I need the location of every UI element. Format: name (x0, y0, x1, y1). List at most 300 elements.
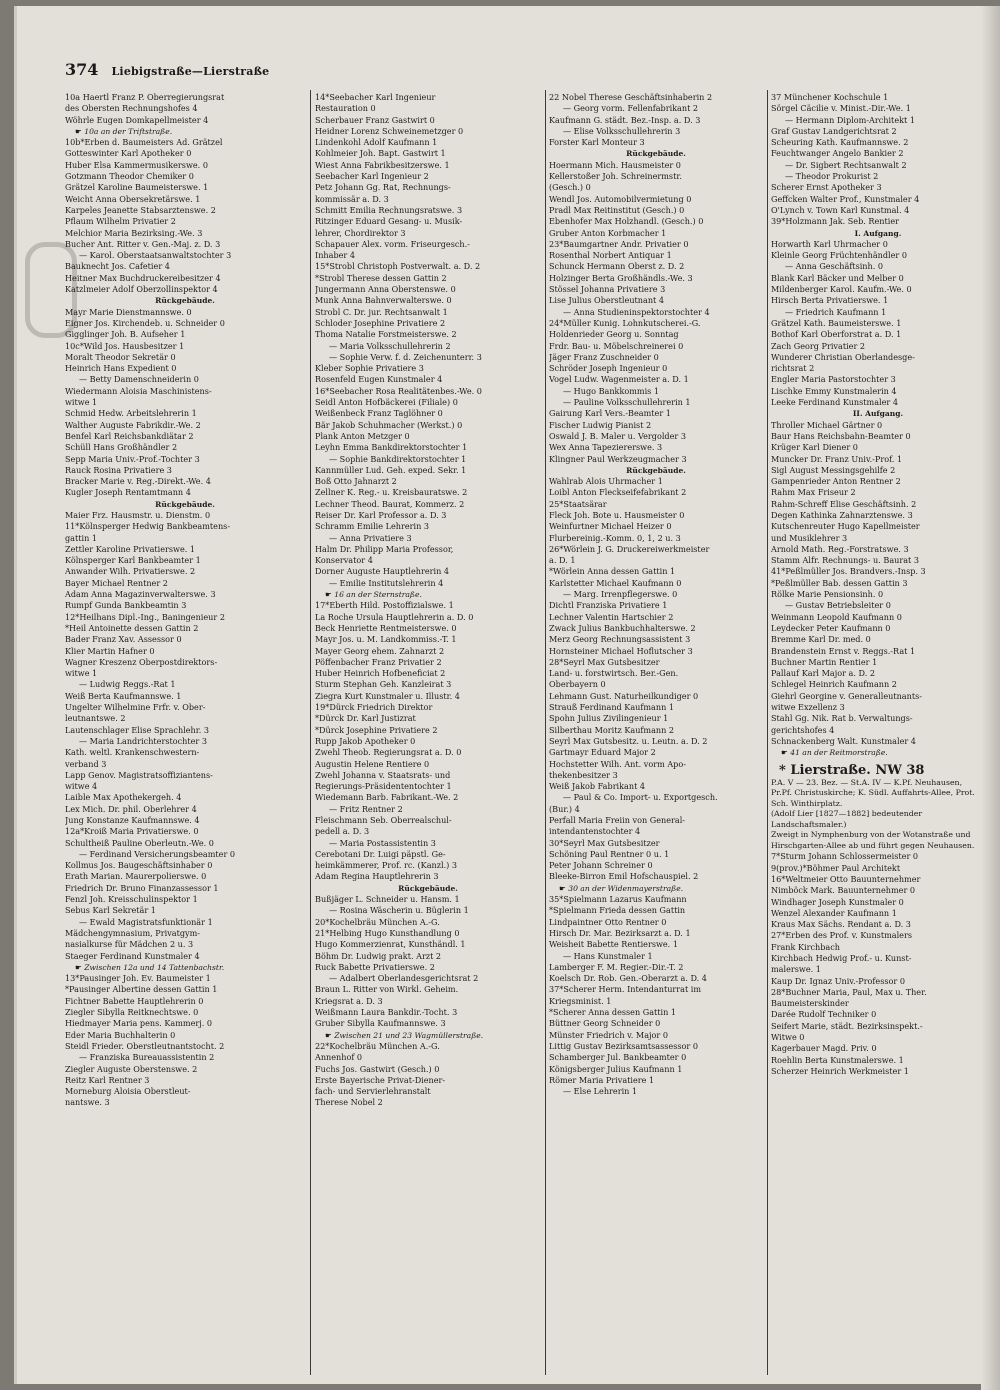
directory-entry: Rauck Rosina Privatiere 3 (65, 464, 172, 475)
directory-entry: Sigl August Messingsgehilfe 2 (771, 464, 896, 475)
directory-entry: Heidner Lorenz Schweinemetzger 0 (315, 125, 464, 136)
directory-entry: Sepp Maria Univ.-Prof.-Tochter 3 (65, 453, 200, 464)
directory-entry: Moralt Theodor Sekretär 0 (65, 351, 176, 362)
directory-entry: — Maria Volksschullehrerin 2 (329, 340, 451, 351)
directory-entry: — Adalbert Oberlandesgerichtsrat 2 (329, 973, 479, 984)
directory-entry: Mayer Georg ehem. Zahnarzt 2 (315, 645, 445, 656)
directory-entry: Graf Gustav Landgerichtsrat 2 (771, 125, 897, 136)
directory-entry: Frdr. Bau- u. Möbelschreinerei 0 (549, 340, 684, 351)
directory-entry: Grätzel Kath. Baumeisterswe. 1 (771, 317, 902, 328)
directory-entry: Scherer Ernst Apotheker 3 (771, 182, 882, 193)
directory-entry: Land- u. forstwirtsch. Ber.-Gen. (549, 668, 679, 679)
cross-street-note: ☛ 16 an der Sternstraße. (315, 589, 541, 600)
directory-entry: Wöhrle Eugen Domkapellmeister 4 (65, 114, 209, 125)
directory-entry: Cerebotani Dr. Luigi päpstl. Ge- (315, 848, 446, 859)
directory-entry: Lex Mich. Dr. phil. Oberlehrer 4 (65, 803, 197, 814)
directory-entry: — Theodor Prokurist 2 (785, 171, 879, 182)
directory-entry: Lindenkohl Adolf Kaufmann 1 (315, 137, 438, 148)
street-range: Liebigstraße—Lierstraße (111, 65, 270, 78)
directory-entry: Wagner Kreszenz Oberpostdirektors- (65, 656, 218, 667)
directory-entry: — Georg vorm. Fellenfabrikant 2 (563, 103, 699, 114)
directory-entry: Fuchs Jos. Gastwirt (Gesch.) 0 (315, 1063, 440, 1074)
directory-entry: Hiedmayer Maria pens. Kammerj. 0 (65, 1018, 213, 1029)
directory-entry: Maier Frz. Hausmstr. u. Dienstm. 0 (65, 509, 211, 520)
directory-entry: 20*Kochelbräu München A.-G. (315, 916, 440, 927)
directory-entry: — Karol. Oberstaatsanwaltstochter 3 (79, 250, 232, 261)
directory-entry: Dichtl Franziska Privatiere 1 (549, 600, 668, 611)
column-2 (315, 92, 541, 1109)
directory-entry: Annenhof 0 (315, 1052, 363, 1063)
directory-entry: Boß Otto Jahnarzt 2 (315, 476, 397, 487)
directory-entry: Reiser Dr. Karl Professor a. D. 3 (315, 509, 447, 520)
directory-entry: Konservator 4 (315, 555, 373, 566)
directory-entry: — Marg. Irrenpflegerswe. 0 (563, 589, 678, 600)
directory-entry: Gairung Karl Vers.-Beamter 1 (549, 408, 671, 419)
directory-entry: Anwander Wilh. Privatierswe. 2 (65, 566, 196, 577)
directory-entry: Wiedemann Barb. Fabrikant.-We. 2 (315, 792, 459, 803)
directory-entry: 16*Seebacher Rosa Realitätenbes.-We. 0 (315, 385, 482, 396)
directory-entry: Halm Dr. Philipp Maria Professor, (315, 543, 454, 554)
directory-entry: Gotteswinter Karl Apotheker 0 (65, 148, 192, 159)
directory-entry: Erste Bayerische Privat-Diener- (315, 1074, 446, 1085)
directory-entry: Flurbereinig.-Komm. 0, 1, 2 u. 3 (549, 532, 681, 543)
directory-entry: kommissär a. D. 3 (315, 193, 389, 204)
directory-entry: Gigglinger Joh. B. Aufseher 1 (65, 329, 186, 340)
directory-entry: Inhaber 4 (315, 250, 356, 261)
section-label: Rückgebäude. (398, 883, 458, 893)
lierstrasse-entries (771, 851, 985, 1077)
page-header (65, 60, 985, 84)
directory-entry: — Maria Postassistentin 3 (329, 837, 436, 848)
directory-entry: *Dürck Dr. Karl Justizrat (315, 713, 416, 724)
directory-entry: — Anna Studieninspektorstochter 4 (563, 306, 710, 317)
directory-entry: Bader Franz Xav. Assessor 0 (65, 634, 182, 645)
directory-entry: Hochstetter Wilh. Ant. vorm Apo- (549, 758, 686, 769)
directory-entry: Rölke Marie Pensionsinh. 0 (771, 589, 884, 600)
directory-entry: Ebenhofer Max Holzhandl. (Gesch.) 0 (549, 216, 704, 227)
directory-entry: 12*Heilhans Dipl.-Ing., Baningenieur 2 (65, 611, 225, 622)
directory-entry: 28*Seyrl Max Gutsbesitzer (549, 656, 660, 667)
directory-entry: — Anna Geschäftsinh. 0 (785, 261, 884, 272)
directory-entry: Ziegra Kurt Kunstmaler u. Illustr. 4 (315, 690, 460, 701)
directory-entry: witwe Exzellenz 3 (771, 702, 845, 713)
directory-entry: — Fritz Rentner 2 (329, 803, 403, 814)
directory-entry: Vogel Ludw. Wagenmeister a. D. 1 (549, 374, 689, 385)
directory-entry: und Musiklehrer 3 (771, 532, 848, 543)
directory-entry: Bär Jakob Schuhmacher (Werkst.) 0 (315, 419, 463, 430)
directory-entry: — Betty Damenschneiderin 0 (79, 374, 199, 385)
cross-street-note: ☛ 41 an der Reitmorstraße. (771, 747, 985, 758)
directory-entry: Fenzl Joh. Kreisschulinspektor 1 (65, 894, 198, 905)
directory-entry: — Sophie Bankdirektorstochter 1 (329, 453, 467, 464)
directory-entry: nasialkurse für Mädchen 2 u. 3 (65, 939, 194, 950)
directory-entry: Leyhn Emma Bankdirektorstochter 1 (315, 442, 468, 453)
directory-entry: Pradl Max Reitinstitut (Gesch.) 0 (549, 204, 685, 215)
directory-entry: — Sophie Verw. f. d. Zeichenunterr. 3 (329, 351, 482, 362)
directory-entry: Schamberger Jul. Bankbeamter 0 (549, 1052, 687, 1063)
directory-entry: Laible Max Apothekergeh. 4 (65, 792, 182, 803)
directory-entry: pedell a. D. 3 (315, 826, 370, 837)
directory-entry: — Ewald Magistratsfunktionär 1 (79, 916, 213, 927)
directory-entry: 28*Buchner Maria, Paul, Max u. Ther. (771, 986, 927, 997)
directory-entry: Mädchengymnasium, Privatgym- (65, 927, 201, 938)
directory-entry: Eder Maria Buchhalterin 0 (65, 1029, 176, 1040)
directory-entry: — Rosina Wäscherin u. Büglerin 1 (329, 905, 469, 916)
directory-entry: Perfall Maria Freiin von General- (549, 815, 686, 825)
directory-entry: 27*Erben des Prof. v. Kunstmalers (771, 930, 912, 941)
directory-entry: Dorner Auguste Hauptlehrerin 4 (315, 566, 450, 577)
directory-entry: Wex Anna Tapeziererswe. 3 (549, 442, 663, 453)
directory-entry: — Hermann Diplom-Architekt 1 (785, 114, 915, 125)
directory-entry: Wunderer Christian Oberlandesge- (771, 351, 915, 362)
directory-entry: Pallauf Karl Major a. D. 2 (771, 668, 875, 679)
directory-entry: Römer Maria Privatiere 1 (549, 1074, 655, 1085)
directory-entry: Fischer Ludwig Pianist 2 (549, 419, 652, 430)
directory-entry: Weißenbeck Franz Taglöhner 0 (315, 408, 443, 419)
directory-entry: Scheuring Kath. Kaufmannswe. 2 (771, 137, 909, 148)
directory-entry: 21*Helbing Hugo Kunsthandlung 0 (315, 927, 460, 938)
directory-entry: Lapp Genov. Magistratsoffiziantens- (65, 769, 213, 780)
directory-entry: Mildenberger Karol. Kaufm.-We. 0 (771, 284, 912, 295)
directory-entry: 19*Dürck Friedrich Direktor (315, 702, 433, 713)
directory-entry: Zettler Karoline Privatierswe. 1 (65, 543, 196, 554)
street-info: P.A. V — 23. Bez. — St.A. IV — K.Pf. Neuhausen, Pr.Pf. Christuskirche; K. Südl. Auffahrts-Allee, Prot. Sch. Winthirplatz. (771, 777, 975, 808)
directory-entry: 37*Scherer Herm. Intendanturrat im (549, 984, 702, 995)
directory-entry: Stamm Alfr. Rechnungs- u. Baurat 3 (771, 555, 920, 566)
directory-entry: Littig Gustav Bezirksamtsassessor 0 (549, 1040, 698, 1051)
directory-entry: 10b*Erben d. Baumeisters Ad. Grätzel (65, 137, 223, 148)
directory-entry: Spohn Julius Zivilingenieur 1 (549, 713, 669, 724)
directory-entry: Lischke Emmy Kunstmalerin 4 (771, 385, 897, 396)
directory-entry: Bracker Marie v. Reg.-Direkt.-We. 4 (65, 476, 211, 487)
directory-entry: — Friedrich Kaufmann 1 (785, 306, 887, 317)
directory-entry: Hirsch Dr. Mar. Bezirksarzt a. D. 1 (549, 927, 691, 938)
directory-entry: Witwe 0 (771, 1032, 805, 1043)
directory-entry: Bußjäger L. Schneider u. Hansm. 1 (315, 894, 460, 905)
directory-entry: Wiest Anna Fabrikbesitzerswe. 1 (315, 159, 450, 170)
directory-entry: — Emilie Institutslehrerin 4 (329, 577, 444, 588)
directory-entry: 17*Eberth Hild. Postoffizialswe. 1 (315, 600, 454, 611)
directory-entry: — Hans Kunstmaler 1 (563, 950, 653, 961)
directory-entry: Restauration 0 (315, 103, 376, 114)
directory-entry: Oswald J. B. Maler u. Vergolder 3 (549, 430, 686, 441)
directory-entry: 15*Strobl Christoph Postverwalt. a. D. 2 (315, 261, 481, 272)
directory-entry: Klingner Paul Werkzeugmacher 3 (549, 453, 687, 464)
directory-entry: Gruber Sibylla Kaufmannswe. 3 (315, 1018, 446, 1029)
directory-entry: 16*Weltmeier Otto Bauunternehmer (771, 873, 921, 884)
directory-entry: Zwehl Johanna v. Staatsrats- und (315, 769, 451, 780)
directory-entry: Lise Julius Oberstleutnant 4 (549, 295, 665, 306)
directory-entry: Lechner Valentin Hartschier 2 (549, 611, 674, 622)
directory-entry: Buchner Martin Rentier 1 (771, 656, 878, 667)
directory-entry: Friedrich Dr. Bruno Finanzassessor 1 (65, 882, 219, 893)
directory-entry: Pöffenbacher Franz Privatier 2 (315, 656, 442, 667)
directory-entry: — Elise Volksschullehrerin 3 (563, 125, 681, 136)
directory-entry: 14*Seebacher Karl Ingenieur (315, 92, 436, 102)
directory-entry: Schramm Emilie Lehrerin 3 (315, 521, 430, 532)
directory-entry: Kaufmann G. städt. Bez.-Insp. a. D. 3 (549, 114, 701, 125)
directory-entry: Blank Karl Bäcker und Melber 0 (771, 272, 904, 283)
directory-entry: des Obersten Rechnungshofes 4 (65, 103, 198, 114)
directory-entry: Fleischmann Seb. Oberrealschul- (315, 815, 452, 825)
directory-entry: witwe 4 (65, 781, 98, 792)
directory-entry: Klier Martin Hafner 0 (65, 645, 155, 656)
directory-entry: Giehrl Georgine v. Generalleutnants- (771, 690, 922, 701)
directory-entry: Adam Regina Hauptlehrerin 3 (315, 871, 439, 882)
directory-entry: Holzinger Berta Großhändls.-We. 3 (549, 272, 693, 283)
directory-entry: Lautenschlager Elise Sprachlehr. 3 (65, 724, 210, 735)
directory-entry: Ziegler Auguste Oberstenswe. 2 (65, 1063, 198, 1074)
directory-entry: Königsberger Julius Kaufmann 1 (549, 1063, 683, 1074)
directory-entry: Engler Maria Pastorstochter 3 (771, 374, 896, 385)
directory-entry: 30*Seyrl Max Gutsbesitzer (549, 837, 660, 848)
directory-entry: Therese Nobel 2 (315, 1097, 383, 1108)
directory-entry: Loibl Anton Fleckseifefabrikant 2 (549, 487, 687, 498)
directory-entry: Kollmus Jos. Baugeschäftsinhaber 0 (65, 860, 213, 871)
directory-entry: 22*Kochelbräu München A.-G. (315, 1040, 440, 1051)
directory-entry: gerichtshofes 4 (771, 724, 835, 735)
directory-entry: Staeger Ferdinand Kunstmaler 4 (65, 950, 200, 961)
directory-entry: Münster Friedrich v. Major 0 (549, 1029, 669, 1040)
directory-entry: Mayr Jos. u. M. Landkommiss.-T. 1 (315, 634, 457, 645)
directory-entry: Arnold Math. Reg.-Forstratswe. 3 (771, 543, 909, 554)
directory-entry: Schüll Hans Großhändler 2 (65, 442, 178, 453)
directory-entry: — Ludwig Reggs.-Rat 1 (79, 679, 176, 690)
directory-entry: Ruck Babette Privatierswe. 2 (315, 961, 435, 972)
directory-entry: thekenbesitzer 3 (549, 769, 618, 780)
directory-entry: 11*Kölnsperger Hedwig Bankbeamtens- (65, 521, 231, 532)
directory-entry: intendantenstochter 4 (549, 826, 641, 837)
directory-entry: Jung Konstanze Kaufmannswe. 4 (65, 815, 200, 825)
directory-entry: verband 3 (65, 758, 107, 769)
directory-entry: 12a*Kroiß Maria Privatierswe. 0 (65, 826, 199, 837)
directory-entry: Peter Johann Schreiner 0 (549, 860, 653, 871)
directory-entry: Sörgel Cäcilie v. Minist.-Dir.-We. 1 (771, 103, 911, 114)
directory-entry: *Strobl Therese dessen Gattin 2 (315, 272, 447, 283)
section-label: Rückgebäude. (626, 465, 686, 475)
directory-entry: Rahm-Schreff Elise Geschäftsinh. 2 (771, 498, 917, 509)
directory-entry: Kath. weltl. Krankenschwestern- (65, 747, 200, 758)
directory-entry: witwe 1 (65, 397, 98, 408)
directory-entry: Braun L. Ritter von Wirkl. Geheim. (315, 984, 459, 995)
directory-entry: Thoma Natalie Forstmeisterswe. 2 (315, 329, 457, 340)
cross-street-note: ☛ Zwischen 12a und 14 Tattenbachstr. (65, 962, 305, 973)
directory-entry: 10a Haertl Franz P. Oberregierungsrat (65, 92, 225, 102)
directory-entry: Schmid Hedw. Arbeitslehrerin 1 (65, 408, 197, 419)
directory-entry: Roehlin Berta Kunstmalerswe. 1 (771, 1054, 904, 1065)
directory-entry: Kagerbauer Magd. Priv. 0 (771, 1043, 877, 1054)
directory-entry: Schunck Hermann Oberst z. D. 2 (549, 261, 685, 272)
directory-entry: 25*Staatsärar (549, 498, 607, 509)
directory-entry: Hugo Kommerzienrat, Kunsthändl. 1 (315, 939, 466, 950)
directory-entry: Melchior Maria Bezirksing.-We. 3 (65, 227, 203, 238)
directory-entry: Benfel Karl Reichsbankdiätar 2 (65, 430, 194, 441)
directory-entry: Silberthau Moritz Kaufmann 2 (549, 724, 675, 735)
directory-entry: Regierungs-Präsidententochter 1 (315, 781, 452, 792)
directory-entry: Heitner Max Buchdruckereibesitzer 4 (65, 272, 221, 283)
directory-entry: Schultheiß Pauline Oberleutn.-We. 0 (65, 837, 214, 848)
directory-entry: Weinmann Leopold Kaufmann 0 (771, 611, 902, 622)
directory-entry: 39*Holzmann Jak. Seb. Rentier (771, 216, 900, 227)
directory-entry: Augustin Helene Rentiere 0 (315, 758, 430, 769)
directory-entry: — Paul & Co. Import- u. Exportgesch. (563, 792, 718, 803)
directory-entry: — Maria Landrichterstochter 3 (79, 735, 208, 746)
directory-entry: Karlstetter Michael Kaufmann 0 (549, 577, 682, 588)
directory-entry: Feuchtwanger Angelo Bankier 2 (771, 148, 904, 159)
directory-entry: *Pausinger Albertine dessen Gattin 1 (65, 984, 218, 995)
directory-entry: Beck Henriette Rentmeisterswe. 0 (315, 622, 457, 633)
column-4 (771, 92, 985, 1382)
directory-entry: Seyrl Max Gutsbesitz. u. Leutn. a. D. 2 (549, 735, 708, 746)
directory-entry: Seidl Anton Hofbäckerei (Filiale) 0 (315, 397, 458, 408)
directory-entry: Mayr Marie Dienstmannswe. 0 (65, 306, 192, 317)
directory-entry: Schröder Joseph Ingenieur 0 (549, 363, 668, 374)
directory-entry: Plank Anton Metzger 0 (315, 430, 410, 441)
directory-entry: leutnantswe. 2 (65, 713, 126, 724)
directory-entry: Kriegsrat a. D. 3 (315, 995, 383, 1006)
directory-entry: Oberbayern 0 (549, 679, 606, 690)
directory-entry: Kleinle Georg Früchtenhändler 0 (771, 250, 908, 261)
directory-entry: Kölnsperger Karl Bankbeamter 1 (65, 555, 201, 566)
directory-entry: Lindpaintner Otto Rentner 0 (549, 916, 667, 927)
directory-entry: Geffcken Walter Prof., Kunstmaler 4 (771, 193, 920, 204)
directory-entry: Rosenthal Norbert Antiquar 1 (549, 250, 672, 261)
directory-entry: Krüger Karl Diener 0 (771, 442, 858, 453)
directory-entry: Wahlrab Alois Uhrmacher 1 (549, 476, 663, 487)
section-label: Rückgebäude. (155, 296, 215, 306)
directory-entry: — Anna Privatiere 3 (329, 532, 412, 543)
directory-entry: Leydecker Peter Kaufmann 0 (771, 622, 891, 633)
directory-entry: malerswe. 1 (771, 964, 821, 975)
directory-entry: 9(prov.)*Böhmer Paul Architekt (771, 862, 901, 873)
directory-entry: La Roche Ursula Hauptlehrerin a. D. 0 (315, 611, 474, 622)
directory-entry: Bleeke-Birron Emil Hofschauspiel. 2 (549, 871, 699, 882)
cross-street-note: ☛ 30 an der Widenmayerstraße. (549, 883, 763, 894)
column-1 (65, 92, 305, 1109)
holzmann-block (771, 92, 985, 759)
directory-entry: 7*Sturm Johann Schlossermeister 0 (771, 851, 919, 862)
directory-entry: Zwack Julius Bankbuchhalterswe. 2 (549, 622, 696, 633)
directory-entry: Katzlmeier Adolf Oberzollinspektor 4 (65, 284, 218, 295)
directory-entry: Schloder Josephine Privatiere 2 (315, 317, 446, 328)
street-branch: Zweigt in Nymphenburg von der Wotanstraße und Hirschgarten-Allee ab und führt gegen Neuhausen. (771, 830, 975, 850)
directory-entry: witwe 1 (65, 668, 98, 679)
directory-entry: Hoermann Mich. Hausmeister 0 (549, 159, 681, 170)
directory-entry: *Scherer Anna dessen Gattin 1 (549, 1007, 677, 1018)
directory-entry: 22 Nobel Therese Geschäftsinhaberin 2 (549, 92, 713, 102)
directory-entry: a. D. 1 (549, 555, 576, 566)
directory-entry: Wenzel Alexander Kaufmann 1 (771, 907, 897, 918)
directory-entry: 13*Pausinger Joh. Ev. Baumeister 1 (65, 973, 211, 984)
directory-entry: — Pauline Volksschullehrerin 1 (563, 397, 691, 408)
directory-entry: Heinrich Hans Expedient 0 (65, 363, 177, 374)
directory-entry: Merz Georg Rechnungsassistent 3 (549, 634, 691, 645)
cross-street-note: ☛ Zwischen 21 und 23 Wagmüllerstraße. (315, 1030, 541, 1041)
directory-entry: — Ferdinand Versicherungsbeamter 0 (79, 848, 236, 859)
directory-entry: Fichtner Babette Hauptlehrerin 0 (65, 995, 204, 1006)
directory-entry: (Bur.) 4 (549, 803, 580, 814)
directory-entry: Seifert Marie, städt. Bezirksinspekt.- (771, 1020, 923, 1031)
directory-entry: Pflaum Wilhelm Privatier 2 (65, 216, 176, 227)
directory-entry: Sturm Stephan Geh. Kanzleirat 3 (315, 679, 452, 690)
directory-entry: Kirchbach Hedwig Prof.- u. Kunst- (771, 952, 912, 963)
directory-entry: Bremme Karl Dr. med. 0 (771, 634, 871, 645)
directory-entry: Morneburg Aloisia Oberstleut- (65, 1086, 191, 1097)
directory-entry: Scherbauer Franz Gastwirt 0 (315, 114, 435, 125)
directory-entry: Schlegel Heinrich Kaufmann 2 (771, 679, 897, 690)
directory-entry: Hirsch Berta Privatierswe. 1 (771, 295, 889, 306)
directory-entry: Kohlmeier Joh. Bapt. Gastwirt 1 (315, 148, 446, 159)
directory-entry: Jungermann Anna Oberstenswe. 0 (315, 284, 456, 295)
directory-entry: Büttner Georg Schneider 0 (549, 1018, 661, 1029)
directory-entry: Horwarth Karl Uhrmacher 0 (771, 238, 888, 249)
directory-entry: heimkämmerer, Prof. rc. (Kanzl.) 3 (315, 860, 458, 871)
directory-entry: Rosenfeld Eugen Kunstmaler 4 (315, 374, 443, 385)
directory-entry: Wiedermann Aloisia Maschinistens- (65, 385, 212, 396)
directory-entry: Schnackenberg Walt. Kunstmaler 4 (771, 735, 916, 746)
directory-entry: Ziegler Sibylla Reitknechtswe. 0 (65, 1007, 199, 1018)
directory-entry: Reitz Karl Rentner 3 (65, 1074, 150, 1085)
directory-entry: Rumpf Gunda Bankbeamtin 3 (65, 600, 187, 611)
directory-entry: Weinfurtner Michael Heizer 0 (549, 521, 672, 532)
directory-entry: Schmitt Emilia Rechnungsratswe. 3 (315, 204, 463, 215)
directory-entry: Böhm Dr. Ludwig prakt. Arzt 2 (315, 950, 442, 961)
section-label: Rückgebäude. (626, 149, 686, 159)
directory-entry: Weiß Jakob Fabrikant 4 (549, 781, 646, 792)
directory-entry: Eigner Jos. Kirchendeb. u. Schneider 0 (65, 317, 225, 328)
directory-entry: — Gustav Betriebsleiter 0 (785, 600, 891, 611)
directory-entry: Muncker Dr. Franz Univ.-Prof. 1 (771, 453, 903, 464)
directory-entry: 10c*Wild Jos. Hausbesitzer 1 (65, 340, 185, 351)
directory-entry: Gampenrieder Anton Rentner 2 (771, 476, 901, 487)
directory-entry: Leeke Ferdinand Kunstmaler 4 (771, 397, 898, 408)
section-label: Rückgebäude. (155, 499, 215, 509)
directory-entry: 23*Baumgartner Andr. Privatier 0 (549, 238, 689, 249)
directory-entry: Rahm Max Friseur 2 (771, 487, 856, 498)
directory-entry: Kriegsminist. 1 (549, 995, 612, 1006)
directory-entry: *Peßlmüller Bab. dessen Gattin 3 (771, 577, 908, 588)
directory-entry: Schapauer Alex. vorm. Friseurgesch.- (315, 238, 470, 249)
directory-entry: Bothof Karl Oberforstrat a. D. 1 (771, 329, 902, 340)
directory-entry: Rupp Jakob Apotheker 0 (315, 735, 416, 746)
street-history: (Adolf Lier [1827—1882] bedeutender Landschaftsmaler.) (771, 809, 923, 829)
directory-entry: 37 Münchener Kochschule 1 (771, 92, 889, 102)
directory-entry: Weißmann Laura Bankdir.-Tocht. 3 (315, 1007, 458, 1018)
directory-entry: Kraus Max Sächs. Rendant a. D. 3 (771, 919, 911, 930)
directory-entry: Brandenstein Ernst v. Reggs.-Rat 1 (771, 645, 916, 656)
directory-entry: — Else Lehrerin 1 (563, 1086, 638, 1097)
directory-entry: Baur Hans Reichsbahn-Beamter 0 (771, 430, 911, 441)
directory-entry: *Wörlein Anna dessen Gattin 1 (549, 566, 676, 577)
directory-entry: Karpeles Jeanette Stabsarztenswe. 2 (65, 204, 216, 215)
directory-entry: Strauß Ferdinand Kaufmann 1 (549, 702, 675, 713)
directory-entry: Kaup Dr. Ignaz Univ.-Professor 0 (771, 975, 905, 986)
directory-entry: nantswe. 3 (65, 1097, 110, 1108)
directory-entry: Munk Anna Bahnverwalterswe. 0 (315, 295, 452, 306)
directory-entry: Kannmüller Lud. Geh. exped. Sekr. 1 (315, 464, 467, 475)
directory-entry: Ungelter Wilhelmine Frfr. v. Ober- (65, 702, 206, 713)
directory-entry: Gotzmann Theodor Chemiker 0 (65, 171, 194, 182)
directory-entry: Bayer Michael Rentner 2 (65, 577, 168, 588)
directory-entry: lehrer, Chordirektor 3 (315, 227, 406, 238)
column-rule (767, 90, 768, 1375)
directory-entry: Schöning Paul Rentner 0 u. 1 (549, 848, 670, 859)
directory-entry: Sebus Karl Sekretär 1 (65, 905, 156, 916)
directory-entry: Zellner K. Reg.- u. Kreisbauratswe. 2 (315, 487, 468, 498)
directory-entry: Darée Rudolf Techniker 0 (771, 1009, 877, 1020)
directory-entry: Lechner Theod. Baurat, Kommerz. 2 (315, 498, 465, 509)
directory-entry: Holdenrieder Georg u. Sonntag (549, 329, 679, 340)
